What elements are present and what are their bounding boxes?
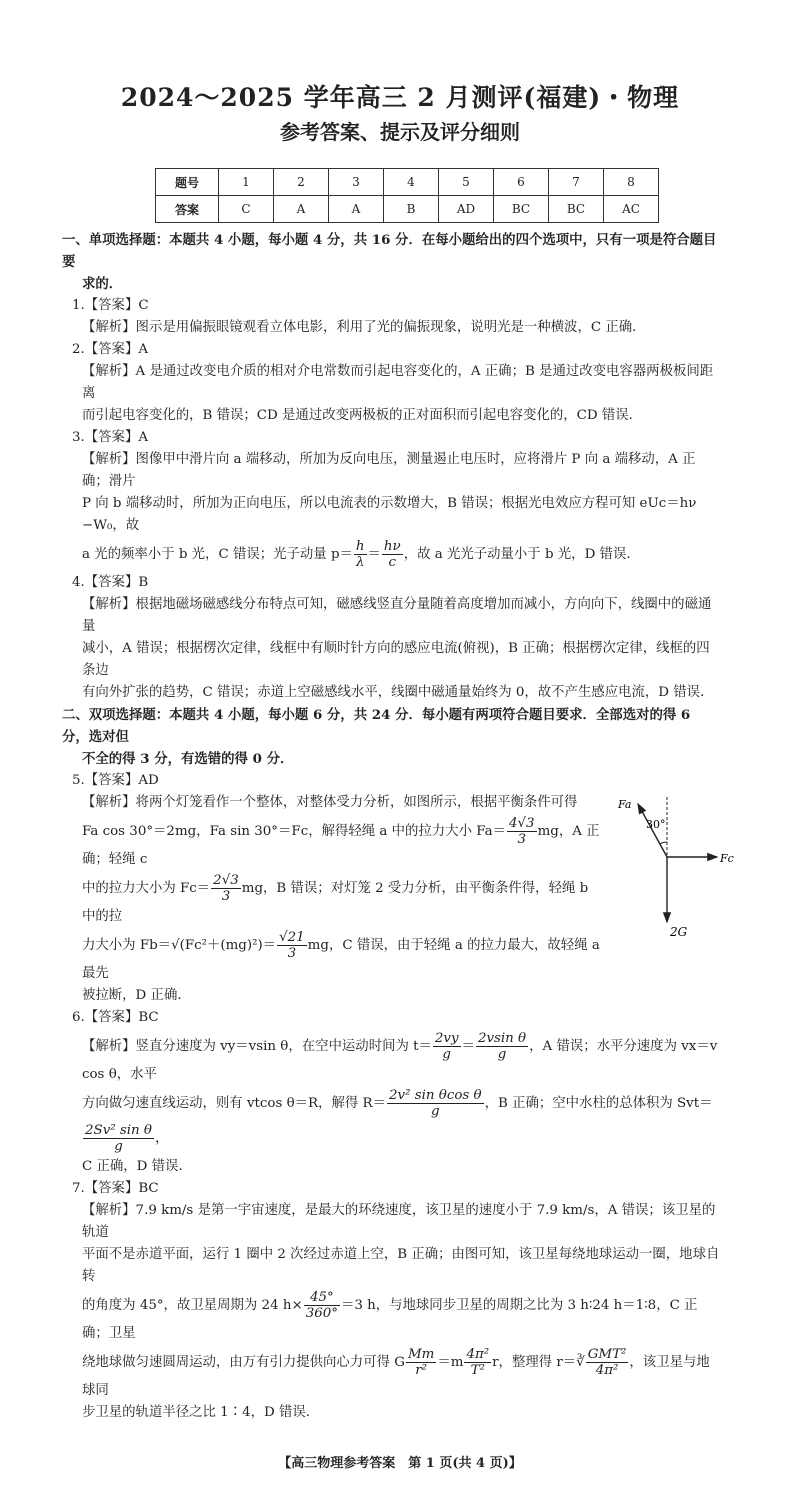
force-diagram	[610, 792, 740, 942]
angle-arc	[660, 842, 667, 844]
answer-cell: B	[384, 196, 439, 223]
fraction-numerator: 4π²	[466, 1347, 490, 1362]
question-number: 1	[219, 169, 274, 196]
fraction	[83, 1123, 154, 1154]
fraction-denominator: 4π²	[595, 1363, 619, 1378]
text-segment: mg，A 正确；轻绳 c	[82, 824, 600, 867]
question-number: 2	[274, 169, 329, 196]
question-number: 3	[329, 169, 384, 196]
text-segment: 【解析】竖直分速度为 vy＝vsin θ，在空中运动时间为 t＝	[82, 1039, 432, 1054]
fraction	[277, 930, 307, 961]
text-segment: Fa cos 30°＝2mg，Fa sin 30°＝Fc，解得轻绳 a 中的拉力大小 Fa＝	[82, 824, 506, 839]
text-line	[82, 1029, 720, 1086]
fraction	[433, 1031, 461, 1062]
fraction-numerator: 2v² sin θcos θ	[389, 1088, 482, 1103]
fraction	[476, 1031, 528, 1062]
text-segment: ，B 正确；空中水柱的总体积为 Svt＝	[484, 1096, 713, 1111]
fraction-numerator: 45°	[304, 1290, 340, 1306]
text-segment: 方向做匀速直线运动，则有 vtcos θ＝R，解得 R＝	[82, 1096, 387, 1111]
text-segment: 4.【答案】B	[72, 575, 149, 590]
text-line	[82, 1288, 720, 1345]
text-line	[72, 572, 720, 594]
text-segment: 【解析】根据地磁场磁感线分布特点可知，磁感线竖直分量随着高度增加而减小，方向向下，线圈中的磁通量	[82, 597, 712, 634]
fraction-denominator: r²	[415, 1363, 428, 1378]
answer-cell: BC	[549, 196, 604, 223]
text-segment: 求的．	[82, 276, 123, 292]
text-line	[82, 273, 720, 295]
text-segment: 有向外扩张的趋势，C 错误；赤道上空磁感线水平，线圈中磁通量始终为 0，故不产生感应电流，D 错误．	[82, 685, 714, 700]
fraction	[464, 1347, 491, 1378]
text-line	[72, 770, 720, 792]
text-line	[82, 1402, 720, 1424]
text-line	[82, 1200, 720, 1244]
fraction-numerator: GMT²	[587, 1347, 627, 1362]
text-line	[82, 1156, 720, 1178]
text-segment: 步卫星的轨道半径之比 1∶4，D 错误．	[82, 1405, 320, 1420]
text-segment: 【解析】图像甲中滑片向 a 端移动，所加为反向电压，测量遏止电压时，应将滑片 P 向 a 端移动，A 正确；滑片	[82, 452, 696, 489]
fraction-denominator: g	[497, 1047, 507, 1062]
fraction	[507, 816, 537, 847]
fraction	[211, 873, 241, 904]
text-segment: P 向 b 端移动时，所加为正向电压，所以电流表的示数增大，B 错误；根据光电效应方程可知 eUc＝hν−W₀，故	[82, 496, 697, 533]
text-segment: C 正确，D 错误．	[82, 1159, 192, 1174]
fraction-denominator: λ	[355, 555, 365, 570]
text-line	[82, 985, 720, 1007]
fraction-numerator: √21	[279, 930, 305, 945]
text-segment: ，A 错误；水平分速度为 vx＝vcos θ，水平	[82, 1039, 718, 1082]
text-segment: r，整理得 r＝∛	[492, 1355, 585, 1370]
text-line	[72, 427, 720, 449]
fraction	[586, 1347, 629, 1378]
fraction-denominator: g	[431, 1104, 440, 1119]
fraction-numerator: Mm	[407, 1347, 435, 1362]
page-footer: 【高三物理参考答案 第 1 页(共 4 页)】	[278, 1456, 522, 1471]
text-segment: ＝m	[437, 1355, 464, 1370]
question-number: 5	[439, 169, 494, 196]
text-segment: ，该卫星与地球同	[82, 1355, 710, 1398]
fraction-denominator: g	[114, 1139, 123, 1154]
answer-table	[155, 168, 659, 223]
fraction-denominator: c	[388, 555, 397, 570]
question-number: 6	[494, 169, 549, 196]
fraction	[387, 1088, 484, 1119]
fa-label: Fa	[618, 798, 632, 811]
document-subtitle: 参考答案、提示及评分细则	[280, 120, 520, 144]
fraction-numerator: 4√3	[509, 816, 535, 831]
text-segment: 6.【答案】BC	[72, 1010, 159, 1025]
text-line	[72, 1178, 720, 1200]
text-line	[82, 361, 720, 405]
text-line	[82, 748, 720, 770]
fraction-numerator: 2vsin θ	[477, 1031, 527, 1046]
text-segment: 平面不是赤道平面，运行 1 圈中 2 次经过赤道上空，B 正确；由图可知，该卫星每绕地球运动一圈，地球自转	[82, 1247, 720, 1284]
row-label: 题号	[156, 169, 219, 196]
text-segment: 【解析】将两个灯笼看作一个整体，对整体受力分析，如图所示，根据平衡条件可得	[82, 795, 578, 810]
text-segment: 【解析】7.9 km/s 是第一宇宙速度，是最大的环绕速度，该卫星的速度小于 7.9 km/s，A 错误；该卫星的轨道	[82, 1203, 716, 1240]
row-label: 答案	[156, 196, 219, 223]
text-segment: ＝	[461, 1039, 475, 1054]
gravity-label: 2G	[670, 925, 688, 939]
text-segment: 被拉断，D 正确．	[82, 988, 191, 1003]
fraction-numerator: hν	[383, 539, 401, 554]
fc-label: Fc	[720, 852, 734, 865]
text-segment: mg，B 错误；对灯笼 2 受力分析，由平衡条件得，轻绳 b 中的拉	[82, 881, 589, 924]
text-line	[82, 638, 720, 682]
angle-label: 30°	[646, 818, 666, 831]
answer-cell: AC	[604, 196, 659, 223]
answer-cell: BC	[494, 196, 549, 223]
text-line	[82, 537, 720, 572]
text-line	[82, 682, 720, 704]
text-line	[82, 449, 720, 493]
question-number: 8	[604, 169, 659, 196]
text-segment: 二、双项选择题：本题共 4 小题，每小题 6 分，共 24 分．每小题有两项符合题目要求．全部选对的得 6 分，选对但	[62, 707, 691, 745]
fraction-denominator: T²	[470, 1363, 485, 1378]
question-number: 7	[549, 169, 604, 196]
text-line	[82, 493, 720, 537]
text-segment: ，	[154, 1131, 169, 1146]
text-line	[62, 704, 720, 748]
text-segment: 不全的得 3 分，有选错的得 0 分．	[82, 751, 294, 767]
fraction	[382, 539, 403, 570]
text-segment: 的角度为 45°，故卫星周期为 24 h×	[82, 1298, 303, 1313]
text-segment: 3.【答案】A	[72, 430, 149, 445]
answer-cell: A	[329, 196, 384, 223]
fraction-numerator: 2Sv² sin θ	[85, 1123, 152, 1138]
fraction-denominator: 3	[517, 832, 527, 847]
text-segment: 力大小为 Fb＝√(Fc²＋(mg)²)＝	[82, 938, 277, 953]
fraction	[354, 539, 367, 570]
text-line	[82, 1345, 720, 1402]
text-segment: 一、单项选择题：本题共 4 小题，每小题 4 分，共 16 分．在每小题给出的四个选项中，只有一项是符合题目要	[62, 232, 717, 270]
fraction-numerator: 2vy	[434, 1031, 459, 1046]
fraction-denominator: 3	[221, 889, 231, 904]
text-line	[82, 405, 720, 427]
text-segment: 【解析】图示是用偏振眼镜观看立体电影，利用了光的偏振现象，说明光是一种横波，C 正确．	[82, 320, 646, 335]
text-line	[82, 1244, 720, 1288]
text-segment: 而引起电容变化的，B 错误；CD 是通过改变两极板的正对面积而引起电容变化的，CD 错误．	[82, 408, 643, 423]
answer-cell: C	[219, 196, 274, 223]
fraction-numerator: h	[355, 539, 365, 554]
text-line	[82, 1086, 720, 1156]
fraction	[406, 1347, 436, 1378]
fraction-denominator: g	[442, 1047, 451, 1062]
text-segment: ＝3 h，与地球同步卫星的周期之比为 3 h∶24 h＝1∶8，C 正确；卫星	[82, 1298, 698, 1341]
text-segment: 2.【答案】A	[72, 342, 149, 357]
question-number: 4	[384, 169, 439, 196]
text-segment: ＝	[367, 547, 381, 562]
text-segment: ，故 a 光光子动量小于 b 光，D 错误．	[403, 547, 640, 562]
question-number-row	[156, 169, 659, 196]
text-line	[72, 295, 720, 317]
text-segment: 中的拉力大小为 Fc＝	[82, 881, 211, 896]
fraction-numerator: 2√3	[213, 873, 239, 888]
answer-cell: A	[274, 196, 329, 223]
text-line	[72, 339, 720, 361]
text-segment: a 光的频率小于 b 光，C 错误；光子动量 p＝	[82, 547, 353, 562]
text-segment: mg，C 错误，由于轻绳 a 的拉力最大，故轻绳 a 最先	[82, 938, 600, 981]
text-segment: 5.【答案】AD	[72, 773, 159, 788]
text-segment: 绕地球做匀速圆周运动，由万有引力提供向心力可得 G	[82, 1355, 405, 1370]
text-line	[72, 1007, 720, 1029]
text-line	[82, 317, 720, 339]
fraction	[304, 1290, 340, 1321]
fraction-denominator: 360°	[305, 1306, 338, 1321]
text-line	[82, 594, 720, 638]
answer-cell: AD	[439, 196, 494, 223]
text-segment: 减小，A 错误；根据楞次定律，线框中有顺时针方向的感应电流(俯视)，B 正确；根据楞次定律，线框的四条边	[82, 641, 710, 678]
text-segment: 7.【答案】BC	[72, 1181, 159, 1196]
answer-row	[156, 196, 659, 223]
fraction-denominator: 3	[287, 946, 297, 961]
text-line	[62, 229, 720, 273]
answer-body	[0, 229, 800, 1424]
document-title: 2024～2025 学年高三 2 月测评(福建)・物理	[120, 83, 680, 112]
text-segment: 1.【答案】C	[72, 298, 149, 313]
text-segment: 【解析】A 是通过改变电介质的相对介电常数而引起电容变化的，A 正确；B 是通过改变电容器两极板间距离	[82, 364, 714, 401]
